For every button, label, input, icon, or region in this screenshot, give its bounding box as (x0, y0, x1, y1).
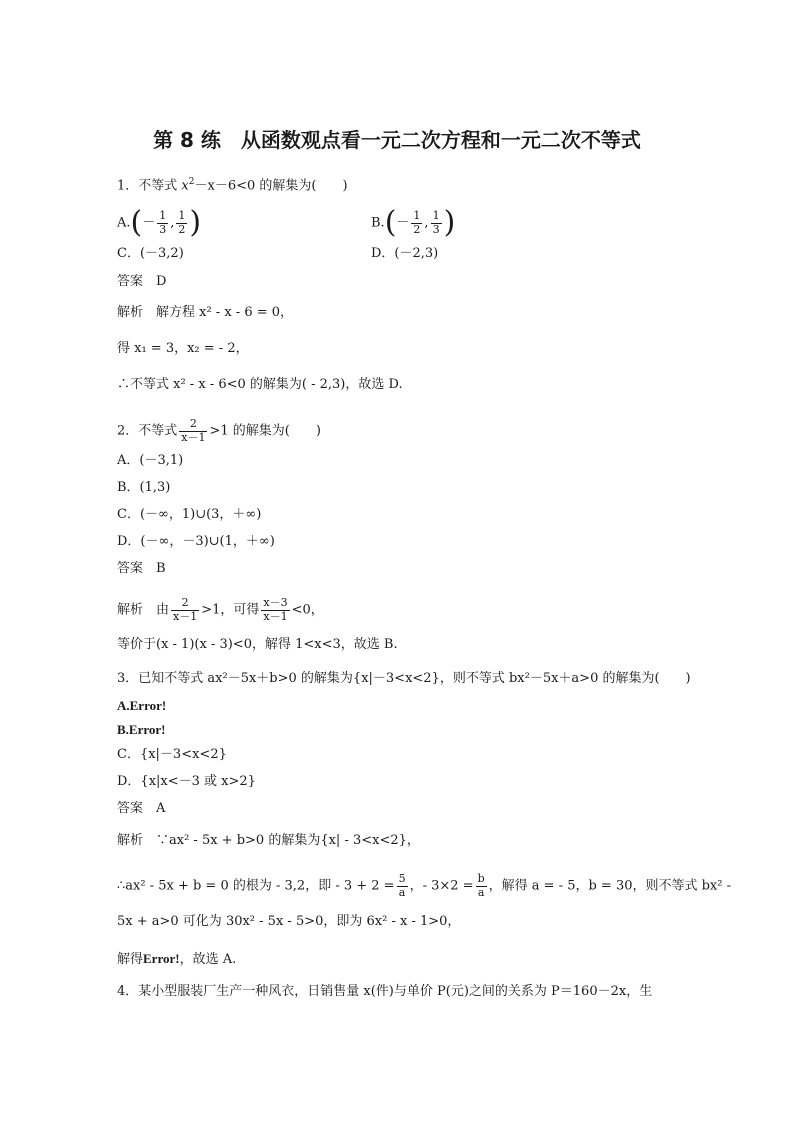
fraction (179, 418, 207, 444)
analysis-line: 解析 ∵ax² - 5x + b>0 的解集为{x| - 3<x<2}， (117, 833, 420, 848)
answer: 答案 B (117, 561, 166, 576)
denominator: 3 (159, 222, 167, 236)
question-3-stem: 3．已知不等式 ax²－5x＋b>0 的解集为{x|－3<x<2}，则不等式 bx²－5x＋a>0 的解集为( ) (117, 671, 691, 686)
comma: , (424, 215, 429, 231)
denominator: x－1 (173, 609, 198, 623)
stem-text: 2．不等式 (117, 423, 178, 439)
numerator: 5 (398, 872, 406, 885)
numerator: 1 (413, 209, 421, 222)
analysis-line: 5x + a>0 可化为 30x² - 5x - 5>0，即为 6x² - x - 1>0， (117, 914, 461, 929)
analysis-text: ，- 3×2 = (409, 878, 474, 894)
fraction (431, 210, 442, 236)
analysis-line: 等价于(x - 1)(x - 3)<0，解得 1<x<3，故选 B. (117, 637, 398, 652)
fraction (476, 873, 487, 899)
numerator: b (477, 872, 485, 885)
fraction (171, 597, 199, 623)
minus-sign: － (142, 215, 156, 231)
numerator: 2 (189, 417, 197, 430)
option-d: D．(－∞，－3)∪(1，＋∞) (117, 534, 275, 549)
fraction (157, 210, 168, 236)
option-c: C．(－∞，1)∪(3，＋∞) (117, 507, 262, 522)
numerator: 1 (432, 209, 440, 222)
option-d: D．(－2,3) (371, 246, 439, 261)
stem-text: 1．不等式 (117, 178, 182, 194)
right-paren: ) (189, 205, 202, 241)
stem-exponent: 2 (188, 177, 195, 187)
fraction (261, 597, 289, 623)
stem-text: －x－6<0 的解集为( ) (194, 178, 348, 194)
denominator: 2 (178, 222, 186, 236)
option-a: A．(－3,1) (117, 453, 184, 468)
numerator: x－3 (263, 596, 288, 609)
analysis-text: 解得 (117, 952, 144, 967)
left-paren: ( (130, 205, 143, 241)
comma: , (170, 215, 175, 231)
analysis-line (117, 951, 236, 968)
option-a: A.Error! (117, 698, 167, 713)
option-c: C．(－3,2) (117, 246, 184, 261)
option-label: B. (371, 215, 385, 231)
fraction (176, 210, 187, 236)
option-b (371, 205, 456, 241)
denominator: a (476, 886, 487, 900)
option-d: D．{x|x<－3 或 x>2} (117, 774, 256, 789)
analysis-line: 得 x₁ = 3，x₂ = - 2， (117, 341, 249, 356)
analysis-text: ，故选 A. (179, 952, 237, 967)
numerator: 1 (159, 209, 167, 222)
fraction (411, 210, 422, 236)
analysis-line: 解析 解方程 x² - x - 6 = 0， (117, 305, 294, 320)
numerator: 1 (178, 209, 186, 222)
question-4-stem: 4．某小型服装厂生产一种风衣，日销售量 x(件)与单价 P(元)之间的关系为 P＝160－2x，生 (117, 984, 653, 999)
analysis-text: ∴ax² - 5x + b = 0 的根为 - 3,2，即 - 3 + 2 = (117, 878, 395, 894)
option-a (117, 205, 202, 241)
question-1-stem (117, 174, 348, 194)
numerator: 2 (181, 596, 189, 609)
minus-sign: － (396, 215, 410, 231)
question-2-stem (117, 418, 321, 444)
fraction (397, 873, 408, 899)
option-b: B．(1,3) (117, 480, 171, 495)
analysis-text: ，解得 a = - 5，b = 30，则不等式 bx² - (488, 878, 732, 894)
option-b: B.Error! (117, 722, 166, 737)
analysis-line: ∴不等式 x² - x - 6<0 的解集为( - 2,3)，故选 D. (117, 377, 403, 392)
analysis-line (117, 873, 731, 899)
right-paren: ) (443, 205, 456, 241)
denominator: 2 (413, 222, 421, 236)
analysis-line (117, 597, 324, 623)
option-c: C．{x|－3<x<2} (117, 747, 227, 762)
stem-text: >1 的解集为( ) (209, 423, 321, 439)
denominator: 3 (432, 222, 440, 236)
left-paren: ( (384, 205, 397, 241)
error-placeholder: Error! (143, 951, 180, 966)
answer: 答案 A (117, 801, 166, 816)
denominator: x－1 (181, 430, 206, 444)
option-label: A. (117, 215, 131, 231)
page-title: 第 8 练 从函数观点看一元二次方程和一元二次不等式 (153, 128, 641, 152)
analysis-text: >1，可得 (201, 602, 260, 618)
answer: 答案 D (117, 274, 167, 289)
stem-variable: x (181, 178, 189, 194)
denominator: x－1 (263, 609, 288, 623)
analysis-text: 解析 由 (117, 602, 170, 618)
analysis-text: <0， (291, 602, 324, 618)
denominator: a (397, 886, 408, 900)
